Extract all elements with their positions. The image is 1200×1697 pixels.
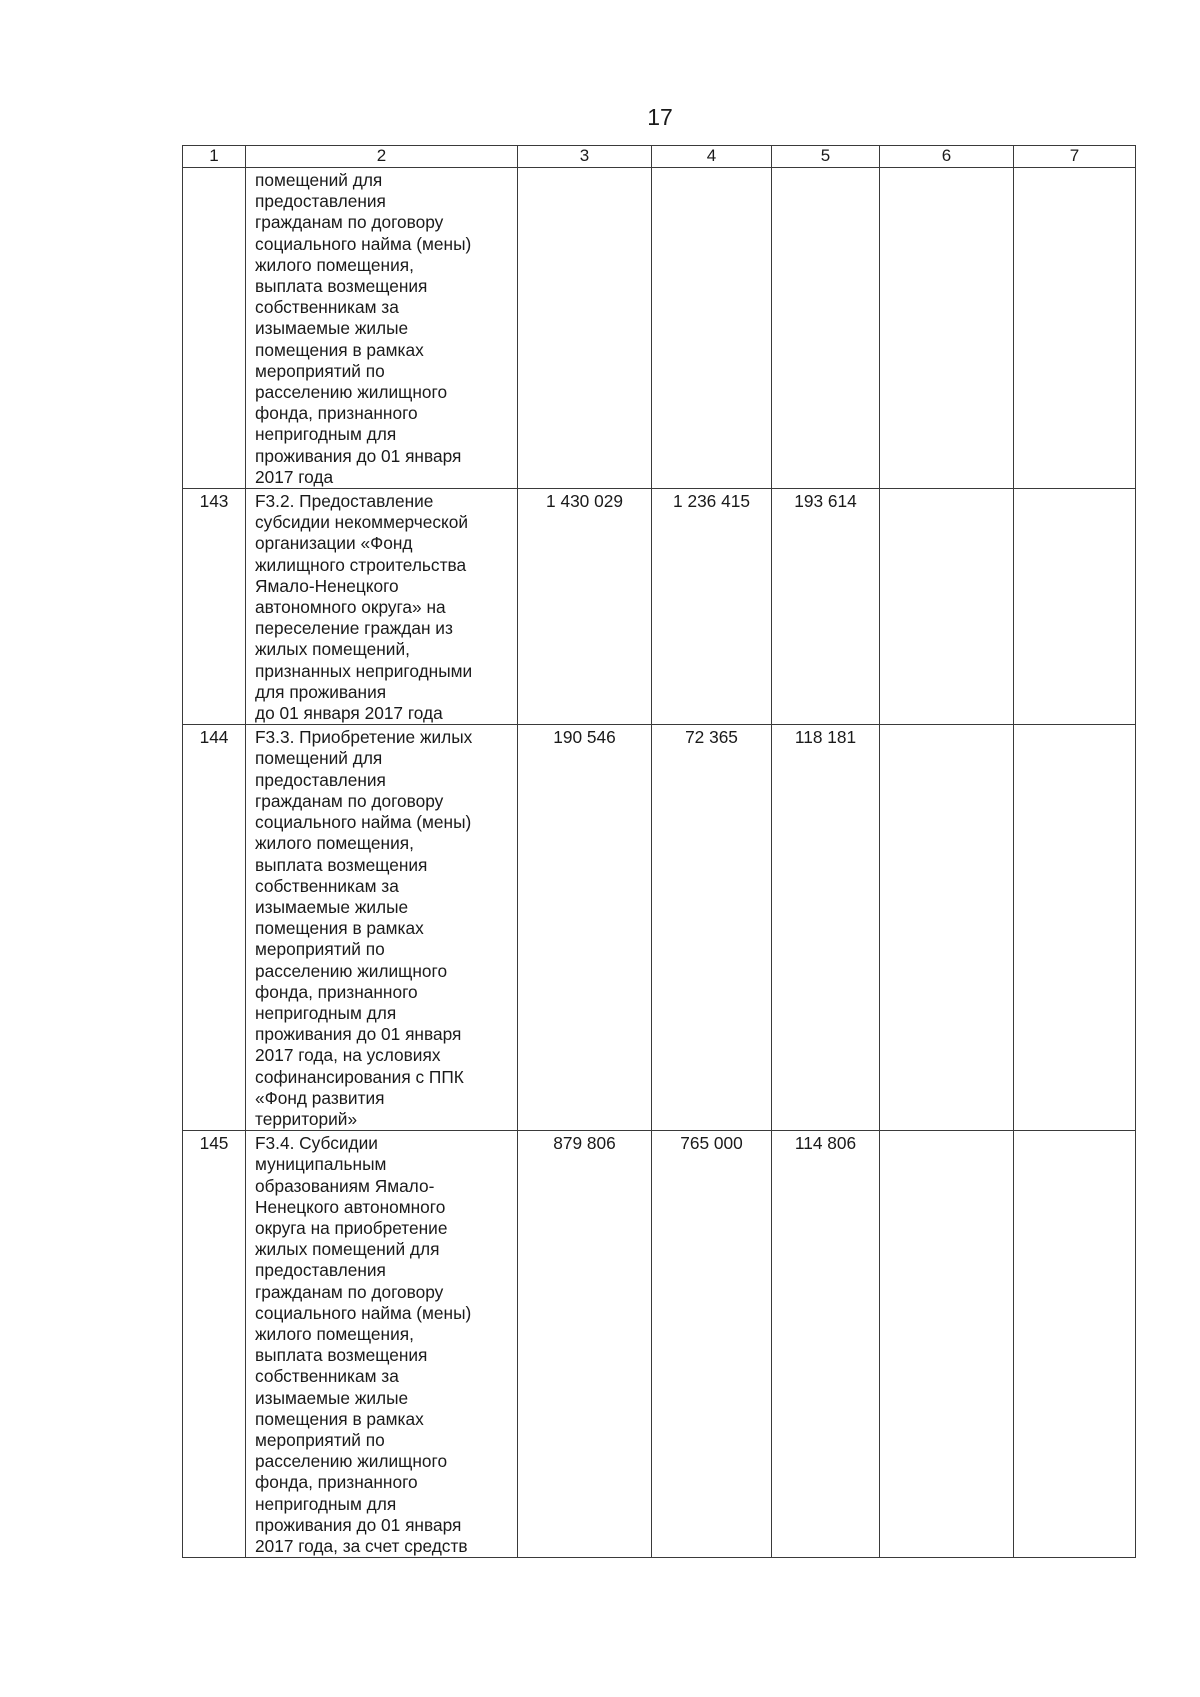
row-description-cell: F3.3. Приобретение жилых помещений для предоставления гражданам по договору социального найма (мены) жилого помещения, выплата возмещения собственникам за изымаемые жилые помещения в рамках мероприятий по расселению жилищного фонда, признанного непригодным для проживания до 01 января 2017 года, на условиях софинансирования с ППК «Фонд развития территорий» [246, 725, 518, 1131]
value-cell-col3: 190 546 [518, 725, 652, 1131]
value-cell-col7 [1014, 489, 1136, 725]
table-row [183, 489, 1136, 725]
column-header: 1 [183, 146, 246, 168]
value-cell-col4: 72 365 [652, 725, 772, 1131]
column-header: 5 [772, 146, 880, 168]
value-cell-col5 [772, 168, 880, 489]
value-cell-col5: 114 806 [772, 1131, 880, 1558]
row-number-cell [183, 168, 246, 489]
value-cell-col4: 765 000 [652, 1131, 772, 1558]
budget-table [182, 145, 1136, 1558]
value-cell-col3: 1 430 029 [518, 489, 652, 725]
row-number-cell: 144 [183, 725, 246, 1131]
table-row [183, 725, 1136, 1131]
row-number-cell: 145 [183, 1131, 246, 1558]
value-cell-col4 [652, 168, 772, 489]
row-description-cell: F3.2. Предоставление субсидии некоммерческой организации «Фонд жилищного строительства Ямало-Ненецкого автономного округа» на переселение граждан из жилых помещений, признанных непригодными для проживания до 01 января 2017 года [246, 489, 518, 725]
column-header: 2 [246, 146, 518, 168]
table-row [183, 168, 1136, 489]
value-cell-col7 [1014, 168, 1136, 489]
value-cell-col3: 879 806 [518, 1131, 652, 1558]
value-cell-col7 [1014, 725, 1136, 1131]
column-header: 6 [880, 146, 1014, 168]
row-description-cell: помещений для предоставления гражданам по договору социального найма (мены) жилого помещения, выплата возмещения собственникам за изымаемые жилые помещения в рамках мероприятий по расселению жилищного фонда, признанного непригодным для проживания до 01 января 2017 года [246, 168, 518, 489]
column-header: 7 [1014, 146, 1136, 168]
value-cell-col6 [880, 1131, 1014, 1558]
page-number: 17 [647, 104, 673, 130]
table-header-row [183, 146, 1136, 168]
value-cell-col4: 1 236 415 [652, 489, 772, 725]
row-description-cell: F3.4. Субсидии муниципальным образованиям Ямало- Ненецкого автономного округа на приобретение жилых помещений для предоставления гражданам по договору социального найма (мены) жилого помещения, выплата возмещения собственникам за изымаемые жилые помещения в рамках мероприятий по расселению жилищного фонда, признанного непригодным для проживания до 01 января 2017 года, за счет средств [246, 1131, 518, 1558]
value-cell-col6 [880, 725, 1014, 1131]
value-cell-col6 [880, 168, 1014, 489]
column-header: 3 [518, 146, 652, 168]
value-cell-col3 [518, 168, 652, 489]
column-header: 4 [652, 146, 772, 168]
value-cell-col7 [1014, 1131, 1136, 1558]
value-cell-col5: 118 181 [772, 725, 880, 1131]
value-cell-col6 [880, 489, 1014, 725]
row-number-cell: 143 [183, 489, 246, 725]
value-cell-col5: 193 614 [772, 489, 880, 725]
table-row [183, 1131, 1136, 1558]
